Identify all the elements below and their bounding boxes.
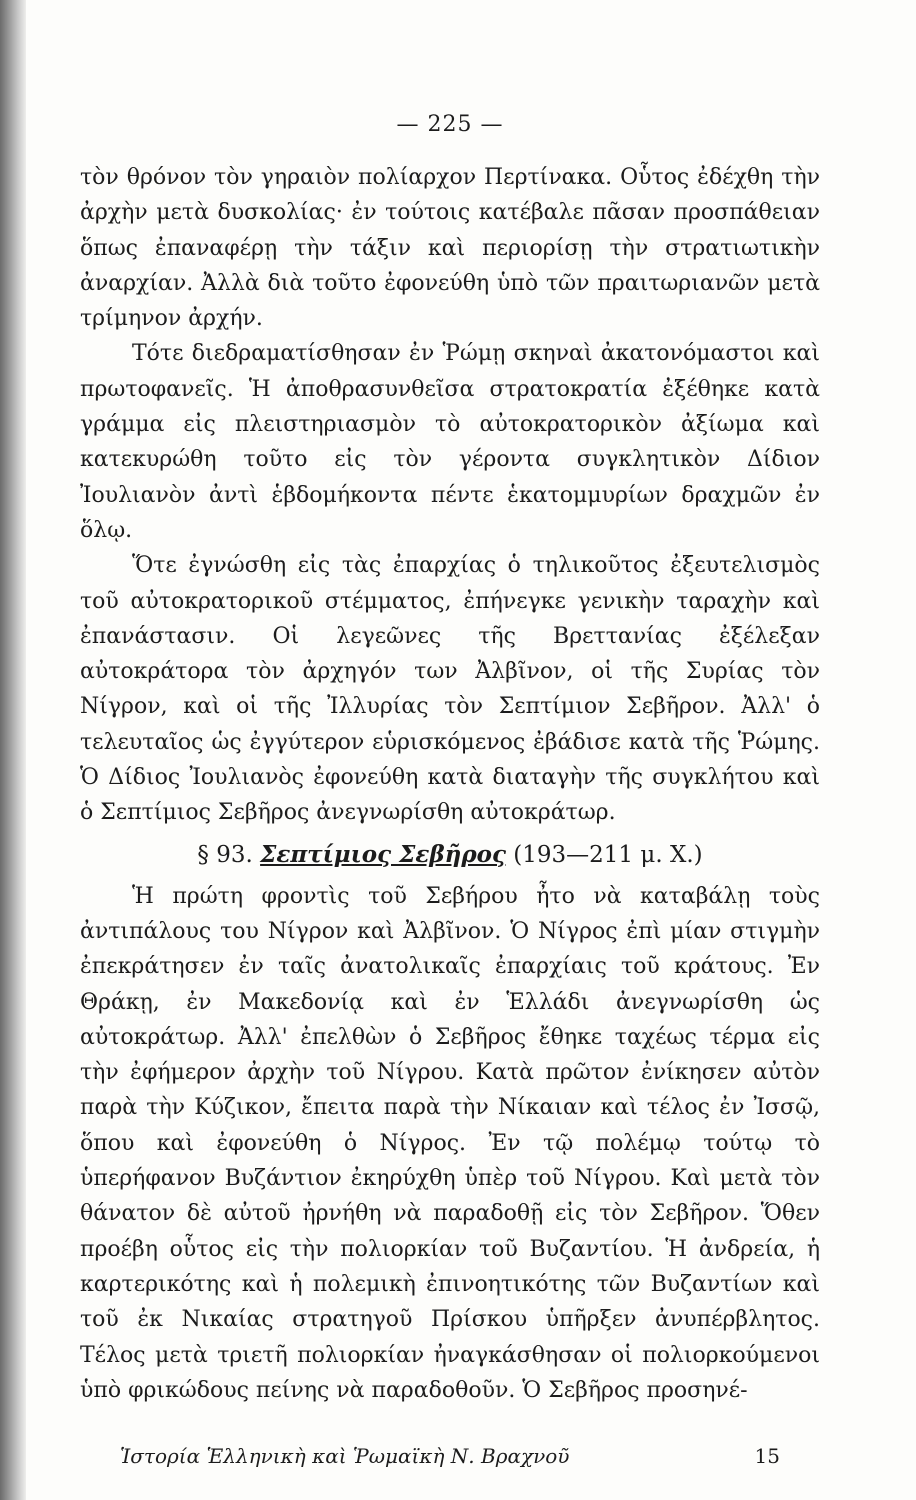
page-number: — 225 — (396, 112, 504, 137)
paragraph-2: Τότε διεδραματίσθησαν ἐν Ῥώμῃ σκηναὶ ἀκατονόμαστοι καὶ πρωτοφανεῖς. Ἡ ἀποθρασυνθεῖσα στρατοκρατία ἐξέθηκε κατὰ γράμμα εἰς πλειστηριασμὸν τὸ αὐτοκρατορικὸν ἀξίωμα καὶ κατεκυρώθη τοῦτο εἰς τὸν γέροντα συγκλητικὸν Δίδιον Ἰουλιανὸν ἀντὶ ἑβδομήκοντα πέντε ἑκατομμυρίων δραχμῶν ἐν ὅλῳ. (80, 341, 820, 543)
section-heading (80, 837, 820, 873)
page-footer (80, 1443, 820, 1469)
footer-source: Ἱστορία Ἑλληνικὴ καὶ Ῥωμαϊκὴ Ν. Βραχνοῦ (120, 1444, 570, 1468)
book-page (80, 0, 820, 1500)
paragraph-4: Ἡ πρώτη φροντὶς τοῦ Σεβήρου ἦτο νὰ καταβάλῃ τοὺς ἀντιπάλους του Νίγρον καὶ Ἀλβῖνον. Ὁ Νίγρος ἐπὶ μίαν στιγμὴν ἐπεκράτησεν ἐν ταῖς ἀνατολικαῖς ἐπαρχίαις τοῦ κράτους. Ἐν Θράκῃ, ἐν Μακεδονίᾳ καὶ ἐν Ἑλλάδι ἀνεγνωρίσθη ὡς αὐτοκράτωρ. Ἀλλ' ἐπελθὼν ὁ Σεβῆρος ἔθηκε ταχέως τέρμα εἰς τὴν ἐφήμερον ἀρχὴν τοῦ Νίγρου. Κατὰ πρῶτον ἐνίκησεν αὐτὸν παρὰ τὴν Κύζικον, ἔπειτα παρὰ τὴν Νίκαιαν καὶ τέλος ἐν Ἰσσῷ, ὅπου καὶ ἐφονεύθη ὁ Νίγρος. Ἐν τῷ πολέμῳ τούτῳ τὸ ὑπερήφανον Βυζάντιον ἐκηρύχθη ὑπὲρ τοῦ Νίγρου. Καὶ μετὰ τὸν θάνατον δὲ αὐτοῦ ἠρνήθη νὰ παραδοθῇ εἰς τὸν Σεβῆρον. Ὅθεν προέβη οὗτος εἰς τὴν πολιορκίαν τοῦ Βυζαντίου. Ἡ ἀνδρεία, ἡ καρτερικότης καὶ ἡ πολεμικὴ ἐπινοητικότης τῶν Βυζαντίων καὶ τοῦ ἐκ Νικαίας στρατηγοῦ Πρίσκου ὑπῆρξεν ἀνυπέρβλητος. Τέλος μετὰ τριετῆ πολιορκίαν ἠναγκάσθησαν οἱ πολιορκούμενοι ὑπὸ φρικώδους πείνης νὰ παραδοθοῦν. Ὁ Σεβῆρος προσηνέ- (80, 883, 820, 1403)
section-symbol: § 93. (197, 841, 253, 868)
footer-signature: 15 (754, 1444, 780, 1468)
section-title: Σεπτίμιος Σεβῆρος (260, 840, 506, 868)
section-dates: (193—211 μ. Χ.) (513, 841, 703, 868)
binding-gutter (0, 0, 26, 1500)
paragraph-3: Ὅτε ἐγνώσθη εἰς τὰς ἐπαρχίας ὁ τηλικοῦτος ἐξευτελισμὸς τοῦ αὐτοκρατορικοῦ στέμματος, ἐπήνεγκε γενικὴν ταραχὴν καὶ ἐπανάστασιν. Οἱ λεγεῶνες τῆς Βρεττανίας ἐξέλεξαν αὐτοκράτορα τὸν ἀρχηγόν των Ἀλβῖνον, οἱ τῆς Συρίας τὸν Νίγρον, καὶ οἱ τῆς Ἰλλυρίας τὸν Σεπτίμιον Σεβῆρον. Ἀλλ' ὁ τελευταῖος ὡς ἐγγύτερον εὑρισκόμενος ἐβάδισε κατὰ τῆς Ῥώμης. Ὁ Δίδιος Ἰουλιανὸς ἐφονεύθη κατὰ διαταγὴν τῆς συγκλήτου καὶ ὁ Σεπτίμιος Σεβῆρος ἀνεγνωρίσθη αὐτοκράτωρ. (80, 553, 820, 826)
paragraph-1: τὸν θρόνον τὸν γηραιὸν πολίαρχον Περτίνακα. Οὗτος ἐδέχθη τὴν ἀρχὴν μετὰ δυσκολίας· ἐν τούτοις κατέβαλε πᾶσαν προσπάθειαν ὅπως ἐπαναφέρῃ τὴν τάξιν καὶ περιορίσῃ τὴν στρατιωτικὴν ἀναρχίαν. Ἀλλὰ διὰ τοῦτο ἐφονεύθη ὑπὸ τῶν πραιτωριανῶν μετὰ τρίμηνον ἀρχήν. (80, 165, 820, 332)
body-text (80, 160, 820, 1408)
